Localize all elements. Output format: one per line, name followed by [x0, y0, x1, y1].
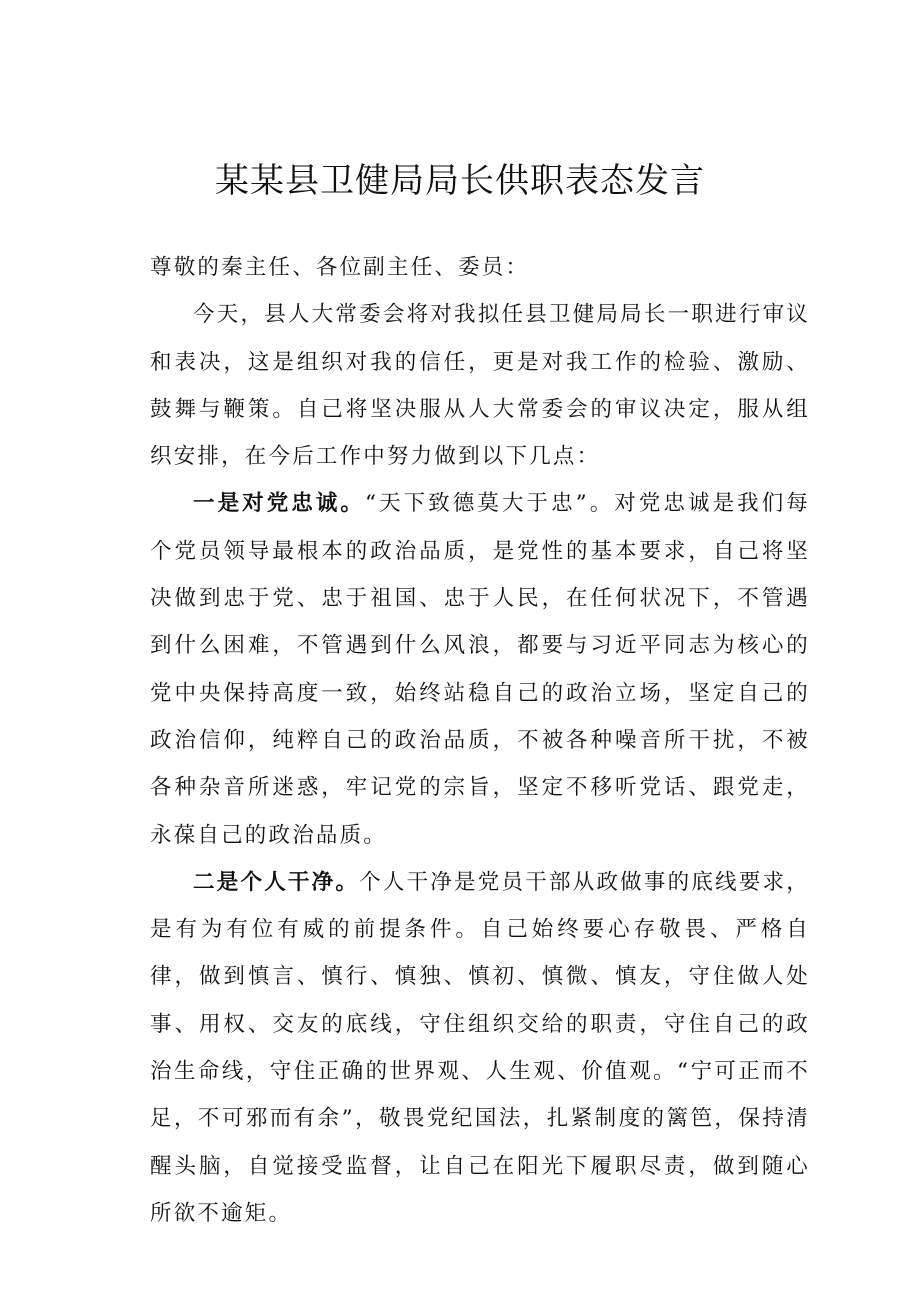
paragraph-integrity [150, 859, 810, 1237]
paragraph-loyalty [150, 480, 810, 858]
document-body [150, 244, 810, 1237]
paragraph-text: “天下致德莫大于忠”。对党忠诚是我们每个党员领导最根本的政治品质，是党性的基本要求，自己将坚决做到忠于党、忠于祖国、忠于人民，在任何状况下，不管遇到什么困难，不管遇到什么风浪，都要与习近平同志为核心的党中央保持高度一致，始终站稳自己的政治立场，坚定自己的政治信仰，纯粹自己的政治品质，不被各种噪音所干扰，不被各种杂音所迷惑，牢记党的宗旨，坚定不移听党话、跟党走，永葆自己的政治品质。 [150, 491, 810, 848]
document-title: 某某县卫健局局长供职表态发言 [215, 161, 705, 201]
paragraph-text: 个人干净是党员干部从政做事的底线要求，是有为有位有威的前提条件。自己始终要心存敬畏、严格自律，做到慎言、慎行、慎独、慎初、慎微、慎友，守住做人处事、用权、交友的底线，守住组织交给的职责，守住自己的政治生命线，守住正确的世界观、人生观、价值观。“宁可正而不足，不可邪而有余”，敬畏党纪国法，扎紧制度的篱笆，保持清醒头脑，自觉接受监督，让自己在阳光下履职尽责，做到随心所欲不逾矩。 [150, 869, 810, 1226]
salutation: 尊敬的秦主任、各位副主任、委员： [150, 255, 530, 280]
paragraph-intro [150, 291, 810, 480]
paragraph-text: 今天，县人大常委会将对我拟任县卫健局局长一职进行审议和表决，这是组织对我的信任，更是对我工作的检验、激励、鼓舞与鞭策。自己将坚决服从人大常委会的审议决定，服从组织安排，在今后工作中努力做到以下几点： [150, 302, 810, 470]
paragraph-lead: 二是个人干净。 [193, 869, 360, 895]
paragraph-lead: 一是对党忠诚。 [193, 491, 366, 517]
